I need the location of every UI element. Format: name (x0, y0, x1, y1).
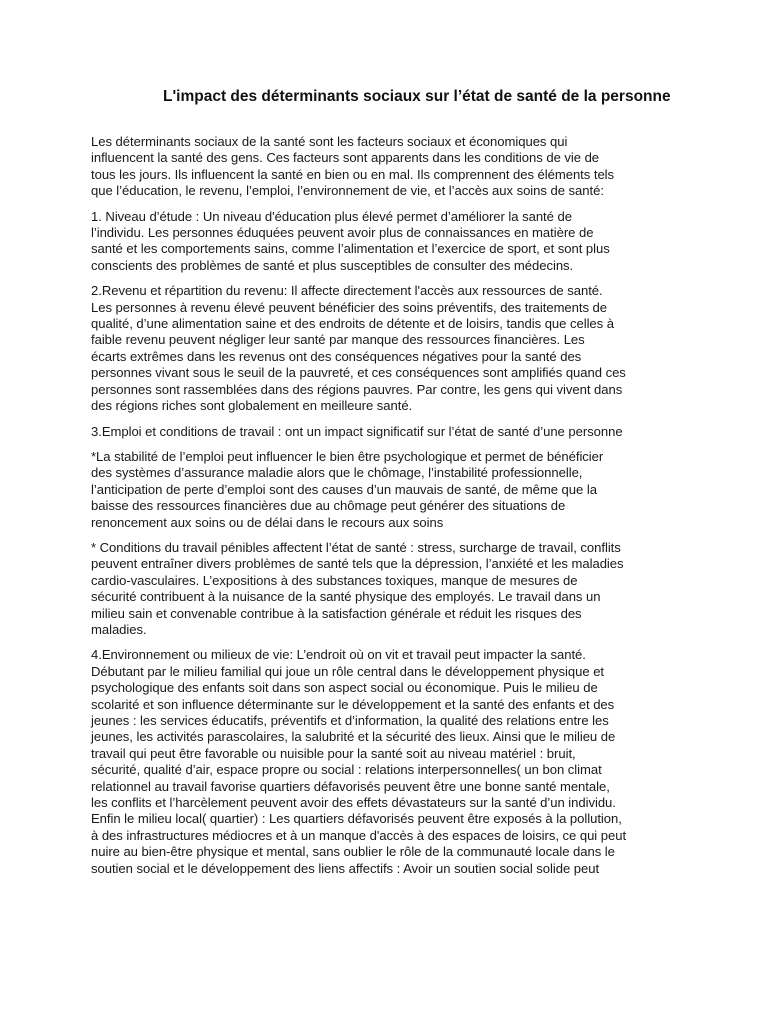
paragraph-line: personnes vivant sous le seuil de la pauvreté, et ces conséquences sont amplifiés quand ces (91, 365, 626, 381)
body-paragraph-7 (91, 647, 680, 877)
paragraph-line: 3.Emploi et conditions de travail : ont un impact significatif sur l’état de santé d’une personne (91, 423, 623, 439)
paragraph-line: écarts extrêmes dans les revenus ont des conséquences négatives pour la santé des (91, 348, 582, 364)
paragraph-line: personnes sont rassemblées dans des régions pauvres. Par contre, les gens qui vivent dans (91, 381, 623, 397)
paragraph-line: *La stabilité de l’emploi peut influencer le bien être psychologique et permet de bénéficier (91, 448, 604, 464)
body-paragraph-5 (91, 449, 680, 531)
paragraph-line: les conflits et l’harcèlement peuvent avoir des effets dévastateurs sur la santé d’un individu. (91, 795, 616, 811)
paragraph-line: l’individu. Les personnes éduquées peuvent avoir plus de connaissances en matière de (91, 225, 594, 241)
paragraph-line: Débutant par le milieu familial qui joue un rôle central dans le développement physique et (91, 663, 605, 679)
paragraph-line: des systèmes d’assurance maladie alors que le chômage, l’instabilité professionnelle, (91, 465, 583, 481)
paragraph-line: jeunes, les activités parascolaires, la salubrité et la sécurité des lieux. Ainsi que le milieu de (91, 729, 616, 745)
paragraph-line: que l’éducation, le revenu, l’emploi, l’environnement de vie, et l’accès aux soins de santé: (91, 183, 604, 199)
paragraph-line: soutien social et le développement des liens affectifs : Avoir un soutien social solide peut (91, 860, 600, 876)
paragraph-line: sécurité contribuent à la nuisance de la santé physique des employés. Le travail dans un (91, 589, 601, 605)
paragraph-line: peuvent entraîner divers problèmes de santé tels que la dépression, l’anxiété et les maladies (91, 556, 624, 572)
paragraph-line: à des infrastructures médiocres et à un manque d'accès à des espaces de loisirs, ce qui peut (91, 827, 627, 843)
body-paragraph-6 (91, 540, 680, 638)
body-paragraph-3 (91, 283, 680, 414)
paragraph-line: travail qui peut être favorable ou nuisible pour la santé soit au niveau matériel : bruit, (91, 745, 576, 761)
paragraph-line: santé et les comportements sains, comme l’alimentation et l’exercice de sport, et sont plus (91, 241, 610, 257)
paragraph-line: cardio-vasculaires. L’expositions à des substances toxiques, manque de mesures de (91, 572, 578, 588)
paragraph-line: 4.Environnement ou milieux de vie: L’endroit où on vit et travail peut impacter la santé. (91, 647, 586, 663)
paragraph-line: conscients des problèmes de santé et plus susceptibles de consulter des médecins. (91, 257, 574, 273)
paragraph-line: Les déterminants sociaux de la santé sont les facteurs sociaux et économiques qui (91, 134, 568, 149)
document-title: L'impact des déterminants sociaux sur l’état de santé de la personne (163, 88, 671, 105)
paragraph-line: scolarité et son influence déterminante sur le développement et la santé des enfants et des (91, 696, 615, 712)
body-paragraph-2 (91, 209, 680, 275)
paragraph-line: milieu sain et convenable contribue à la satisfaction générale et réduit les risques des (91, 605, 582, 621)
paragraph-line: renoncement aux soins ou de délai dans le recours aux soins (91, 514, 444, 530)
paragraph-line: l’anticipation de perte d’emploi sont des causes d’un mauvais de santé, de même que la (91, 481, 597, 497)
paragraph-line: nuire au bien-être physique et mental, sans oublier le rôle de la communauté locale dans le (91, 844, 615, 860)
paragraph-line: 1. Niveau d’étude : Un niveau d'éducation plus élevé permet d’améliorer la santé de (91, 208, 572, 224)
document-body (91, 134, 680, 877)
paragraph-line: Enfin le milieu local( quartier) : Les quartiers défavorisés peuvent être exposés à la pollution, (91, 811, 622, 827)
paragraph-line: tous les jours. Ils influencent la santé en bien ou en mal. Ils comprennent des éléments tels (91, 166, 615, 182)
paragraph-line: psychologique des enfants soit dans son aspect social ou économique. Puis le milieu de (91, 680, 598, 696)
paragraph-line: 2.Revenu et répartition du revenu: Il affecte directement l'accès aux ressources de santé. (91, 283, 603, 299)
body-paragraph-1 (91, 134, 680, 200)
paragraph-line: * Conditions du travail pénibles affectent l’état de santé : stress, surcharge de travail, conflits (91, 539, 621, 555)
paragraph-line: maladies. (91, 621, 147, 637)
paragraph-line: sécurité, qualité d’air, espace propre ou social : relations interpersonnelles( un bon climat (91, 762, 602, 778)
paragraph-line: des régions riches sont globalement en meilleure santé. (91, 398, 413, 414)
paragraph-line: qualité, d’une alimentation saine et des endroits de détente et de loisirs, tandis que celles à (91, 316, 614, 332)
paragraph-line: jeunes : les services éducatifs, préventifs et d’information, la qualité des relations entre les (91, 713, 609, 728)
body-paragraph-4 (91, 424, 680, 440)
paragraph-line: baisse des ressources financières due au chômage peut générer des situations de (91, 498, 566, 514)
paragraph-line: influencent la santé des gens. Ces facteurs sont apparents dans les conditions de vie de (91, 150, 600, 166)
paragraph-line: faible revenu peuvent négliger leur santé par manque des ressources financières. Les (91, 332, 585, 348)
paragraph-line: relationnel au travail favorise quartiers défavorisés peuvent être une bonne santé mentale, (91, 778, 610, 794)
paragraph-line: Les personnes à revenu élevé peuvent bénéficier des soins préventifs, des traitements de (91, 299, 608, 315)
